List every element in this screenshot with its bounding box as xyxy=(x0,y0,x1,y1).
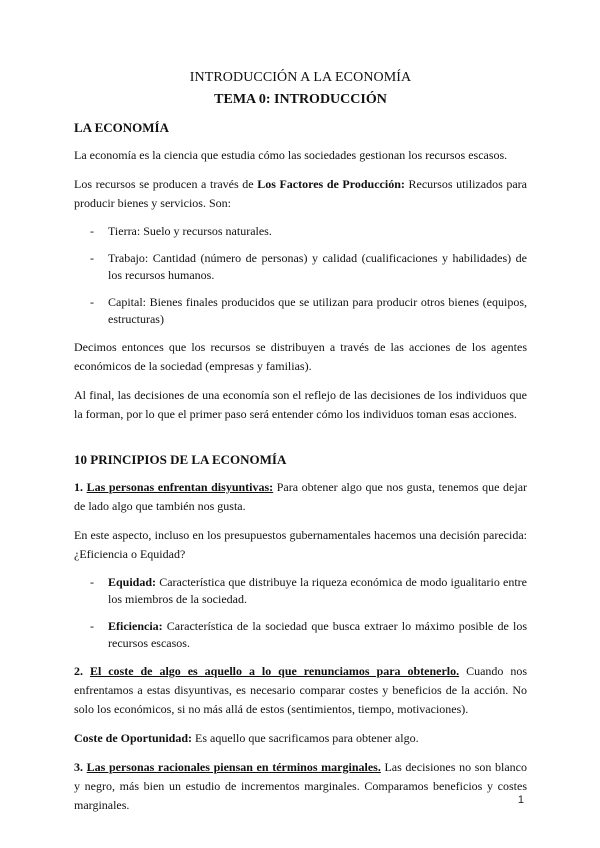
dash-bullet: - xyxy=(90,575,94,589)
list-term: Eficiencia: xyxy=(108,619,163,633)
principle-1 xyxy=(74,478,527,516)
equity-efficiency-list xyxy=(74,574,527,652)
dash-bullet: - xyxy=(90,224,94,238)
principle-text: Las decisiones no son blanco y negro, más bien un estudio de incrementos marginales. Comparamos beneficios y costes marginales. xyxy=(74,760,527,812)
section-heading-economia: LA ECONOMÍA xyxy=(74,120,169,135)
list-item xyxy=(74,223,527,240)
principle-title: El coste de algo es aquello a lo que renunciamos para obtenerlo. xyxy=(89,664,460,678)
principle-number: 1. xyxy=(74,480,83,494)
text-span: Los recursos se producen a través de xyxy=(74,177,258,191)
list-item-text: Capital: Bienes finales producidos que se utilizan para producir otros bienes (equipos, estructuras) xyxy=(108,295,527,326)
opportunity-cost xyxy=(74,729,527,748)
principle-number: 2. xyxy=(74,664,83,678)
dash-bullet: - xyxy=(90,251,94,265)
list-item xyxy=(74,574,527,608)
document-title: INTRODUCCIÓN A LA ECONOMÍA xyxy=(189,70,412,85)
paragraph-aspect: En este aspecto, incluso en los presupuestos gubernamentales hacemos una decisión parecida: ¿Eficiencia o Equidad? xyxy=(74,528,527,561)
text-span: Recursos utilizados para producir bienes y servicios. Son: xyxy=(74,177,528,210)
opportunity-term: Coste de Oportunidad: xyxy=(74,731,193,745)
opportunity-text: Es aquello que sacrificamos para obtener algo. xyxy=(192,731,419,745)
list-item xyxy=(74,618,527,652)
principle-2 xyxy=(74,662,527,719)
principle-title: Las personas enfrentan disyuntivas: xyxy=(86,480,274,494)
list-item-text: Tierra: Suelo y recursos naturales. xyxy=(108,224,272,238)
principle-3 xyxy=(74,758,527,815)
paragraph-factors-intro xyxy=(74,175,527,213)
page-number: 1 xyxy=(517,794,524,806)
list-term: Equidad: xyxy=(108,575,157,589)
list-item-text: Característica que distribuye la riqueza económica de modo igualitario entre los miembros de la sociedad. xyxy=(108,575,527,606)
list-item xyxy=(74,294,527,328)
document-subtitle: TEMA 0: INTRODUCCIÓN xyxy=(214,92,387,107)
list-item-text: Trabajo: Cantidad (número de personas) y calidad (cualificaciones y habilidades) de los recursos humanos. xyxy=(108,251,527,282)
document-page xyxy=(74,70,527,825)
principle-number: 3. xyxy=(74,760,83,774)
list-item xyxy=(74,250,527,284)
factors-list xyxy=(74,223,527,328)
dash-bullet: - xyxy=(90,295,94,309)
principle-title: Las personas racionales piensan en términos marginales. xyxy=(86,760,381,774)
dash-bullet: - xyxy=(90,619,94,633)
section-spacer xyxy=(74,434,527,452)
paragraph-decisions: Al final, las decisiones de una economía son el reflejo de las decisiones de los individuos que la forman, por lo que el primer paso será entender cómo los individuos toman esas acciones. xyxy=(74,388,527,421)
bold-term: Los Factores de Producción: xyxy=(257,177,405,191)
paragraph-distribution: Decimos entonces que los recursos se distribuyen a través de las acciones de los agentes económicos de la sociedad (empresas y familias). xyxy=(74,340,527,373)
section-heading-principios: 10 PRINCIPIOS DE LA ECONOMÍA xyxy=(74,452,287,467)
paragraph-definition: La economía es la ciencia que estudia cómo las sociedades gestionan los recursos escasos. xyxy=(74,148,508,162)
list-item-text: Característica de la sociedad que busca extraer lo máximo posible de los recursos escasos. xyxy=(108,619,527,650)
principle-text: Cuando nos enfrentamos a estas disyuntivas, es necesario comparar costes y beneficios de la acción. No solo los económicos, si no más allá de estos (sentimientos, tiempo, motivaciones). xyxy=(74,664,528,716)
principle-text: Para obtener algo que nos gusta, tenemos que dejar de lado algo que también nos gusta. xyxy=(74,480,528,513)
